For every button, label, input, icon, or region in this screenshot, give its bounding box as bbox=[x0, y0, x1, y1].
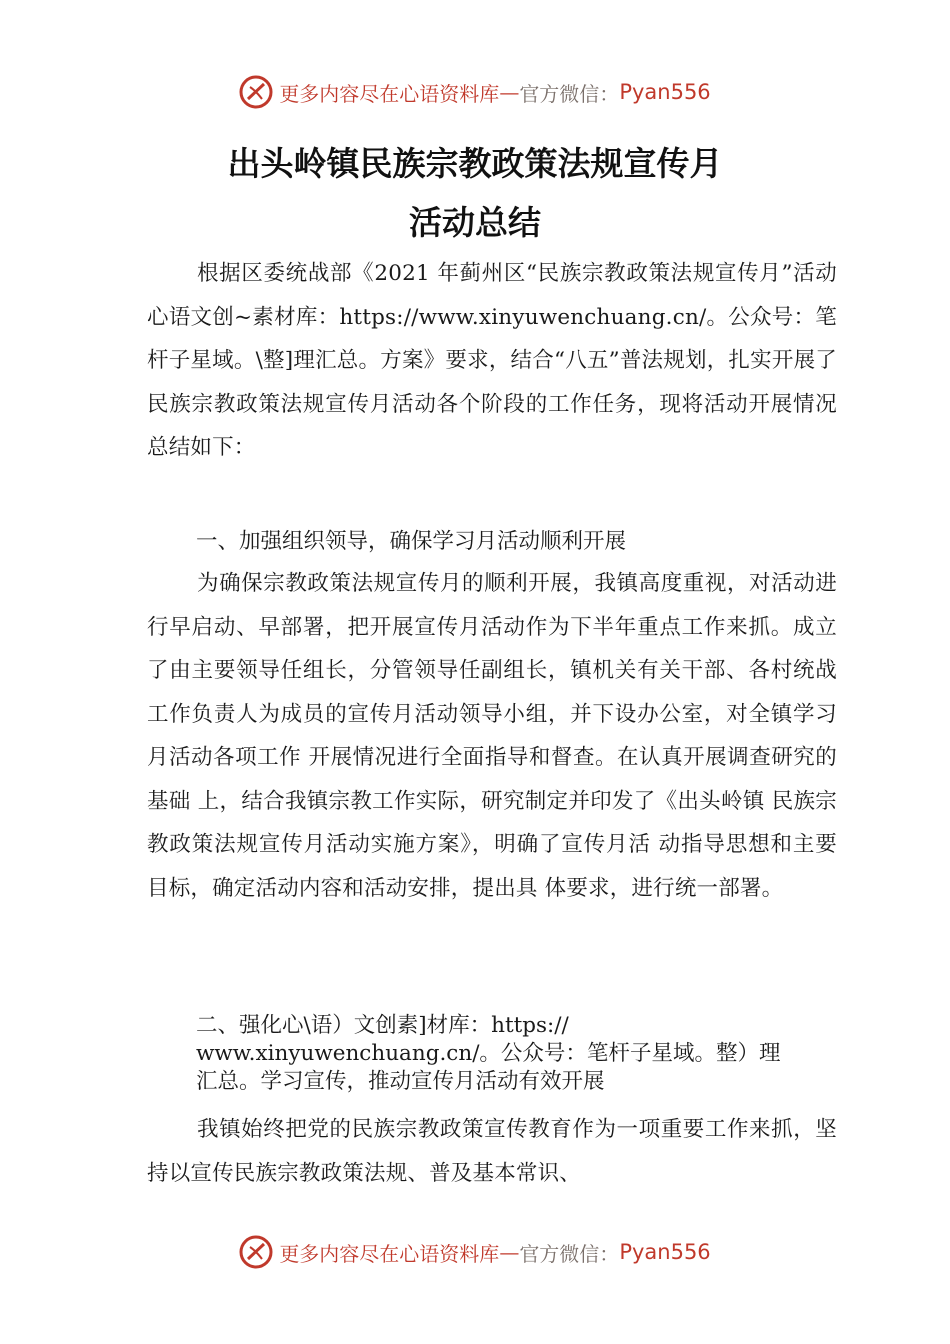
banner-text: 更多内容尽在心语资料库 bbox=[279, 1241, 500, 1266]
banner-wechat-label: 官方微信： bbox=[519, 81, 620, 106]
footer-banner bbox=[0, 1232, 950, 1272]
banner-wechat-id: Pyan556 bbox=[619, 1240, 711, 1264]
section2-heading-line2: www.xinyuwenchuang.cn/。公众号：笔杆子星域。整）理 bbox=[196, 1041, 781, 1066]
section2-heading bbox=[196, 1012, 841, 1096]
header-banner bbox=[0, 72, 950, 112]
banner-wechat-label: 官方微信： bbox=[519, 1241, 620, 1266]
banner-dash: — bbox=[499, 80, 520, 104]
banner-text: 更多内容尽在心语资料库 bbox=[279, 81, 500, 106]
banner-dash: — bbox=[499, 1240, 520, 1264]
section2-heading-line3: 汇总。学习宣传，推动宣传月活动有效开展 bbox=[196, 1069, 605, 1094]
banner-wechat-id: Pyan556 bbox=[619, 80, 711, 104]
brand-logo-icon bbox=[239, 1235, 273, 1269]
section1-heading: 一、加强组织领导，确保学习月活动顺利开展 bbox=[196, 529, 627, 554]
intro-paragraph: 根据区委统战部《2021 年蓟州区“民族宗教政策法规宣传月”活动心语文创~素材库：https://www.xinyuwenchuang.cn/。公众号：笔杆子星域。\整]理汇总。方案》要求，结合“八五”普法规划，扎实开展了民族宗教政策法规宣传月活动各个阶段的工作任务，现将活动开展情况总结如下： bbox=[147, 261, 837, 460]
brand-logo-icon bbox=[239, 75, 273, 109]
section2-heading-line1: 二、强化心\语）文创素]材库：https:// bbox=[196, 1013, 569, 1038]
document-title-line1: 出头岭镇民族宗教政策法规宣传月 bbox=[227, 144, 723, 183]
section1-body: 为确保宗教政策法规宣传月的顺利开展，我镇高度重视，对活动进行早启动、早部署，把开展宣传月活动作为下半年重点工作来抓。成立了由主要领导任组长，分管领导任副组长，镇机关有关干部、各村统战工作负责人为成员的宣传月活动领导小组，并下设办公室，对全镇学习月活动各项工作 开展情况进行全面指导和督查。在认真开展调查研究的基础 上，结合我镇宗教工作实际，研究制定并印发了《出头岭镇 民族宗教政策法规宣传月活动实施方案》，明确了宣传月活 动指导思想和主要目标，确定活动内容和活动安排，提出具 体要求，进行统一部署。 bbox=[147, 571, 837, 901]
section2-body: 我镇始终把党的民族宗教政策宣传教育作为一项重要工作来抓，坚持以宣传民族宗教政策法规、普及基本常识、 bbox=[147, 1117, 837, 1186]
document-title-line2: 活动总结 bbox=[409, 203, 541, 242]
